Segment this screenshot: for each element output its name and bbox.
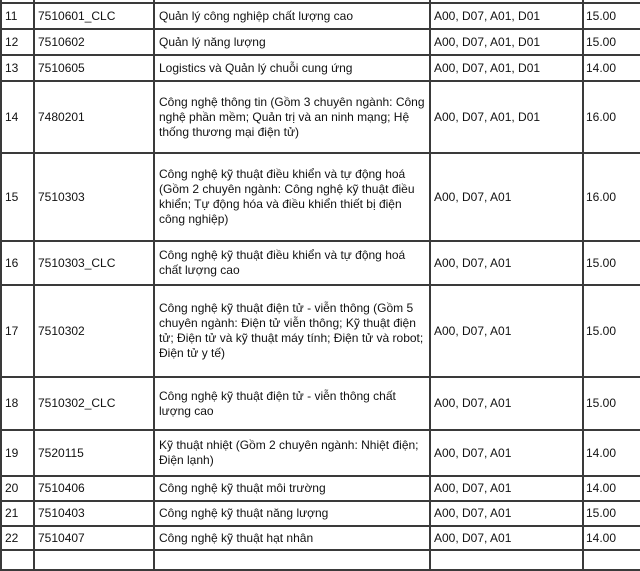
major-name: Quản lý năng lượng	[154, 29, 430, 55]
subject-combinations: A00, D07, A01, D01	[430, 81, 583, 153]
major-name	[154, 550, 430, 570]
row-number: 22	[1, 526, 34, 550]
major-code: 7510601_CLC	[34, 3, 154, 29]
major-code: 7510403	[34, 501, 154, 526]
subject-combinations	[430, 550, 583, 570]
major-code: 7480201	[34, 81, 154, 153]
table-row	[1, 285, 640, 377]
admission-score: 14.00	[583, 526, 640, 550]
subject-combinations: A00, D07, A01, D01	[430, 3, 583, 29]
admission-score	[583, 550, 640, 570]
subject-combinations: A00, D07, A01	[430, 153, 583, 241]
table-row	[1, 430, 640, 476]
major-code: 7510303_CLC	[34, 241, 154, 285]
admission-score: 14.00	[583, 55, 640, 81]
major-code: 7510302_CLC	[34, 377, 154, 430]
row-number: 19	[1, 430, 34, 476]
row-number: 12	[1, 29, 34, 55]
major-name: Kỹ thuật nhiệt (Gồm 2 chuyên ngành: Nhiệt điện; Điện lạnh)	[154, 430, 430, 476]
major-name: Công nghệ thông tin (Gồm 3 chuyên ngành: Công nghệ phần mềm; Quản trị và an ninh mạng; Hệ thống thương mại điện tử)	[154, 81, 430, 153]
major-name: Công nghệ kỹ thuật năng lượng	[154, 501, 430, 526]
table-row	[1, 377, 640, 430]
subject-combinations: A00, D07, A01	[430, 430, 583, 476]
table-row	[1, 55, 640, 81]
major-name: Công nghệ kỹ thuật điện tử - viễn thông (Gồm 5 chuyên ngành: Điện tử viễn thông; Kỹ thuật điện tử; Điện tử và kỹ thuật máy tính; Điện tử và robot; Điện tử y tế)	[154, 285, 430, 377]
table-row	[1, 81, 640, 153]
table-row	[1, 241, 640, 285]
table-row	[1, 153, 640, 241]
major-code: 7510602	[34, 29, 154, 55]
subject-combinations: A00, D07, A01	[430, 476, 583, 501]
major-code: 7510407	[34, 526, 154, 550]
admission-score: 15.00	[583, 501, 640, 526]
table-row	[1, 501, 640, 526]
row-number: 21	[1, 501, 34, 526]
major-code: 7510302	[34, 285, 154, 377]
row-number: 14	[1, 81, 34, 153]
major-name: Logistics và Quản lý chuỗi cung ứng	[154, 55, 430, 81]
major-name: Quản lý công nghiệp chất lượng cao	[154, 3, 430, 29]
subject-combinations: A00, D07, A01	[430, 501, 583, 526]
admission-score: 16.00	[583, 81, 640, 153]
row-number: 11	[1, 3, 34, 29]
major-name: Công nghệ kỹ thuật điều khiển và tự động hoá chất lượng cao	[154, 241, 430, 285]
major-name: Công nghệ kỹ thuật môi trường	[154, 476, 430, 501]
row-number: 20	[1, 476, 34, 501]
admission-score: 14.00	[583, 476, 640, 501]
row-number: 13	[1, 55, 34, 81]
major-code	[34, 550, 154, 570]
admission-score: 15.00	[583, 29, 640, 55]
admission-score: 15.00	[583, 241, 640, 285]
subject-combinations: A00, D07, A01	[430, 285, 583, 377]
subject-combinations: A00, D07, A01	[430, 526, 583, 550]
subject-combinations: A00, D07, A01, D01	[430, 55, 583, 81]
subject-combinations: A00, D07, A01	[430, 241, 583, 285]
admission-score: 15.00	[583, 3, 640, 29]
table-row	[1, 550, 640, 570]
admission-score: 16.00	[583, 153, 640, 241]
major-name: Công nghệ kỹ thuật điều khiển và tự động hoá (Gồm 2 chuyên ngành: Công nghệ kỹ thuật điều khiển; Tự động hóa và điều khiển thiết bị điện công nghiệp)	[154, 153, 430, 241]
admission-score: 15.00	[583, 377, 640, 430]
major-name: Công nghệ kỹ thuật hạt nhân	[154, 526, 430, 550]
major-code: 7510605	[34, 55, 154, 81]
major-code: 7510303	[34, 153, 154, 241]
major-code: 7520115	[34, 430, 154, 476]
table-row	[1, 3, 640, 29]
major-name: Công nghệ kỹ thuật điện tử - viễn thông chất lượng cao	[154, 377, 430, 430]
admission-score: 15.00	[583, 285, 640, 377]
admission-score: 14.00	[583, 430, 640, 476]
subject-combinations: A00, D07, A01, D01	[430, 29, 583, 55]
major-code: 7510406	[34, 476, 154, 501]
row-number: 17	[1, 285, 34, 377]
table-row	[1, 476, 640, 501]
row-number: 16	[1, 241, 34, 285]
table-row	[1, 29, 640, 55]
row-number	[1, 550, 34, 570]
row-number: 15	[1, 153, 34, 241]
row-number: 18	[1, 377, 34, 430]
table-row	[1, 526, 640, 550]
subject-combinations: A00, D07, A01	[430, 377, 583, 430]
